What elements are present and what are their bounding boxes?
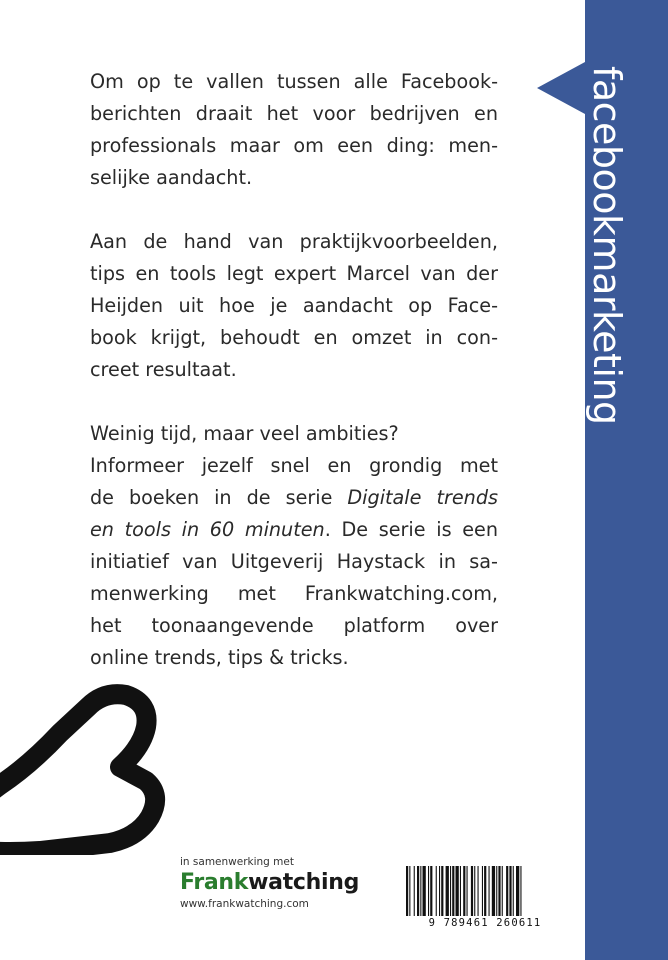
blurb-line: Informeer jezelf snel en grondig met — [90, 454, 498, 477]
barcode-bar — [409, 866, 410, 916]
barcode-bar — [460, 866, 461, 916]
barcode-digits: 9 789461 260611 — [394, 916, 576, 930]
barcode-bar — [420, 866, 421, 916]
blurb-line: initiatief van Uitgeverij Haystack in sa- — [90, 550, 498, 573]
barcode-bar — [441, 866, 443, 916]
series-title-italic: Digitale trends — [347, 486, 498, 509]
blurb-line: berichten draait het voor bedrijven en — [90, 102, 498, 125]
barcode-bar — [489, 866, 490, 916]
barcode-bar — [452, 866, 454, 916]
barcode-bar — [506, 866, 508, 916]
blurb-line: Om op te vallen tussen alle Facebook- — [90, 70, 498, 93]
isbn-barcode — [394, 864, 576, 930]
blurb-line: Aan de hand van praktijkvoorbeelden, — [90, 230, 498, 253]
blurb-line: Weinig tijd, maar veel ambities? — [90, 422, 399, 445]
barcode-bars — [394, 864, 576, 918]
barcode-bar — [436, 866, 437, 916]
barcode-bar — [509, 866, 511, 916]
series-title-italic: en tools in 60 minuten — [90, 518, 325, 541]
back-cover-blurb — [90, 66, 498, 706]
barcode-bar — [467, 866, 468, 916]
barcode-bar — [520, 866, 521, 916]
blurb-line — [90, 482, 498, 514]
blurb-line: professionals maar om een ding: men- — [90, 134, 498, 157]
blurb-line: het toonaangevende platform over — [90, 614, 498, 637]
blurb-paragraph-2 — [90, 226, 498, 386]
barcode-bar — [496, 866, 497, 916]
blurb-line: Heijden uit hoe je aandacht op Face- — [90, 294, 498, 317]
barcode-bar — [482, 866, 483, 916]
barcode-bar — [516, 866, 519, 916]
blurb-paragraph-1 — [90, 66, 498, 194]
blurb-line: online trends, tips & tricks. — [90, 646, 349, 669]
blurb-line: selijke aandacht. — [90, 166, 253, 189]
barcode-bar — [450, 866, 451, 916]
barcode-bar — [417, 866, 419, 916]
blurb-text: . De serie is een — [324, 518, 498, 541]
barcode-bar — [478, 866, 479, 916]
barcode-bar — [471, 866, 473, 916]
barcode-bar — [423, 866, 426, 916]
barcode-bar — [446, 866, 449, 916]
partner-block — [180, 855, 380, 911]
blurb-line: menwerking met Frankwatching.com, — [90, 582, 498, 605]
barcode-bar — [456, 866, 459, 916]
partner-url: www.frankwatching.com — [180, 898, 309, 910]
barcode-bar — [428, 866, 429, 916]
barcode-bar — [513, 866, 514, 916]
blurb-line: tips en tools legt expert Marcel van der — [90, 262, 498, 285]
barcode-bar — [474, 866, 475, 916]
vertical-series-title: facebookmarketing — [585, 66, 629, 425]
barcode-bar — [414, 866, 415, 916]
blurb-line: creet resultaat. — [90, 358, 237, 381]
frankwatching-logo — [180, 869, 380, 897]
barcode-bar — [463, 866, 465, 916]
barcode-bar — [498, 866, 500, 916]
barcode-bar — [406, 866, 408, 916]
partner-caption: in samenwerking met — [180, 856, 294, 868]
barcode-bar — [492, 866, 495, 916]
blurb-line: book krijgt, behoudt en omzet in con- — [90, 326, 498, 349]
barcode-bar — [439, 866, 440, 916]
blurb-line — [90, 514, 498, 546]
blurb-paragraph-3 — [90, 418, 498, 674]
barcode-bar — [430, 866, 432, 916]
spine-notch-arrow — [537, 62, 585, 114]
thumbs-up-outline-icon — [0, 655, 210, 855]
logo-watching: watching — [248, 870, 360, 895]
barcode-bar — [484, 866, 486, 916]
blurb-text: de boeken in de serie — [90, 486, 348, 509]
logo-frank: Frank — [180, 870, 249, 895]
barcode-bar — [502, 866, 503, 916]
